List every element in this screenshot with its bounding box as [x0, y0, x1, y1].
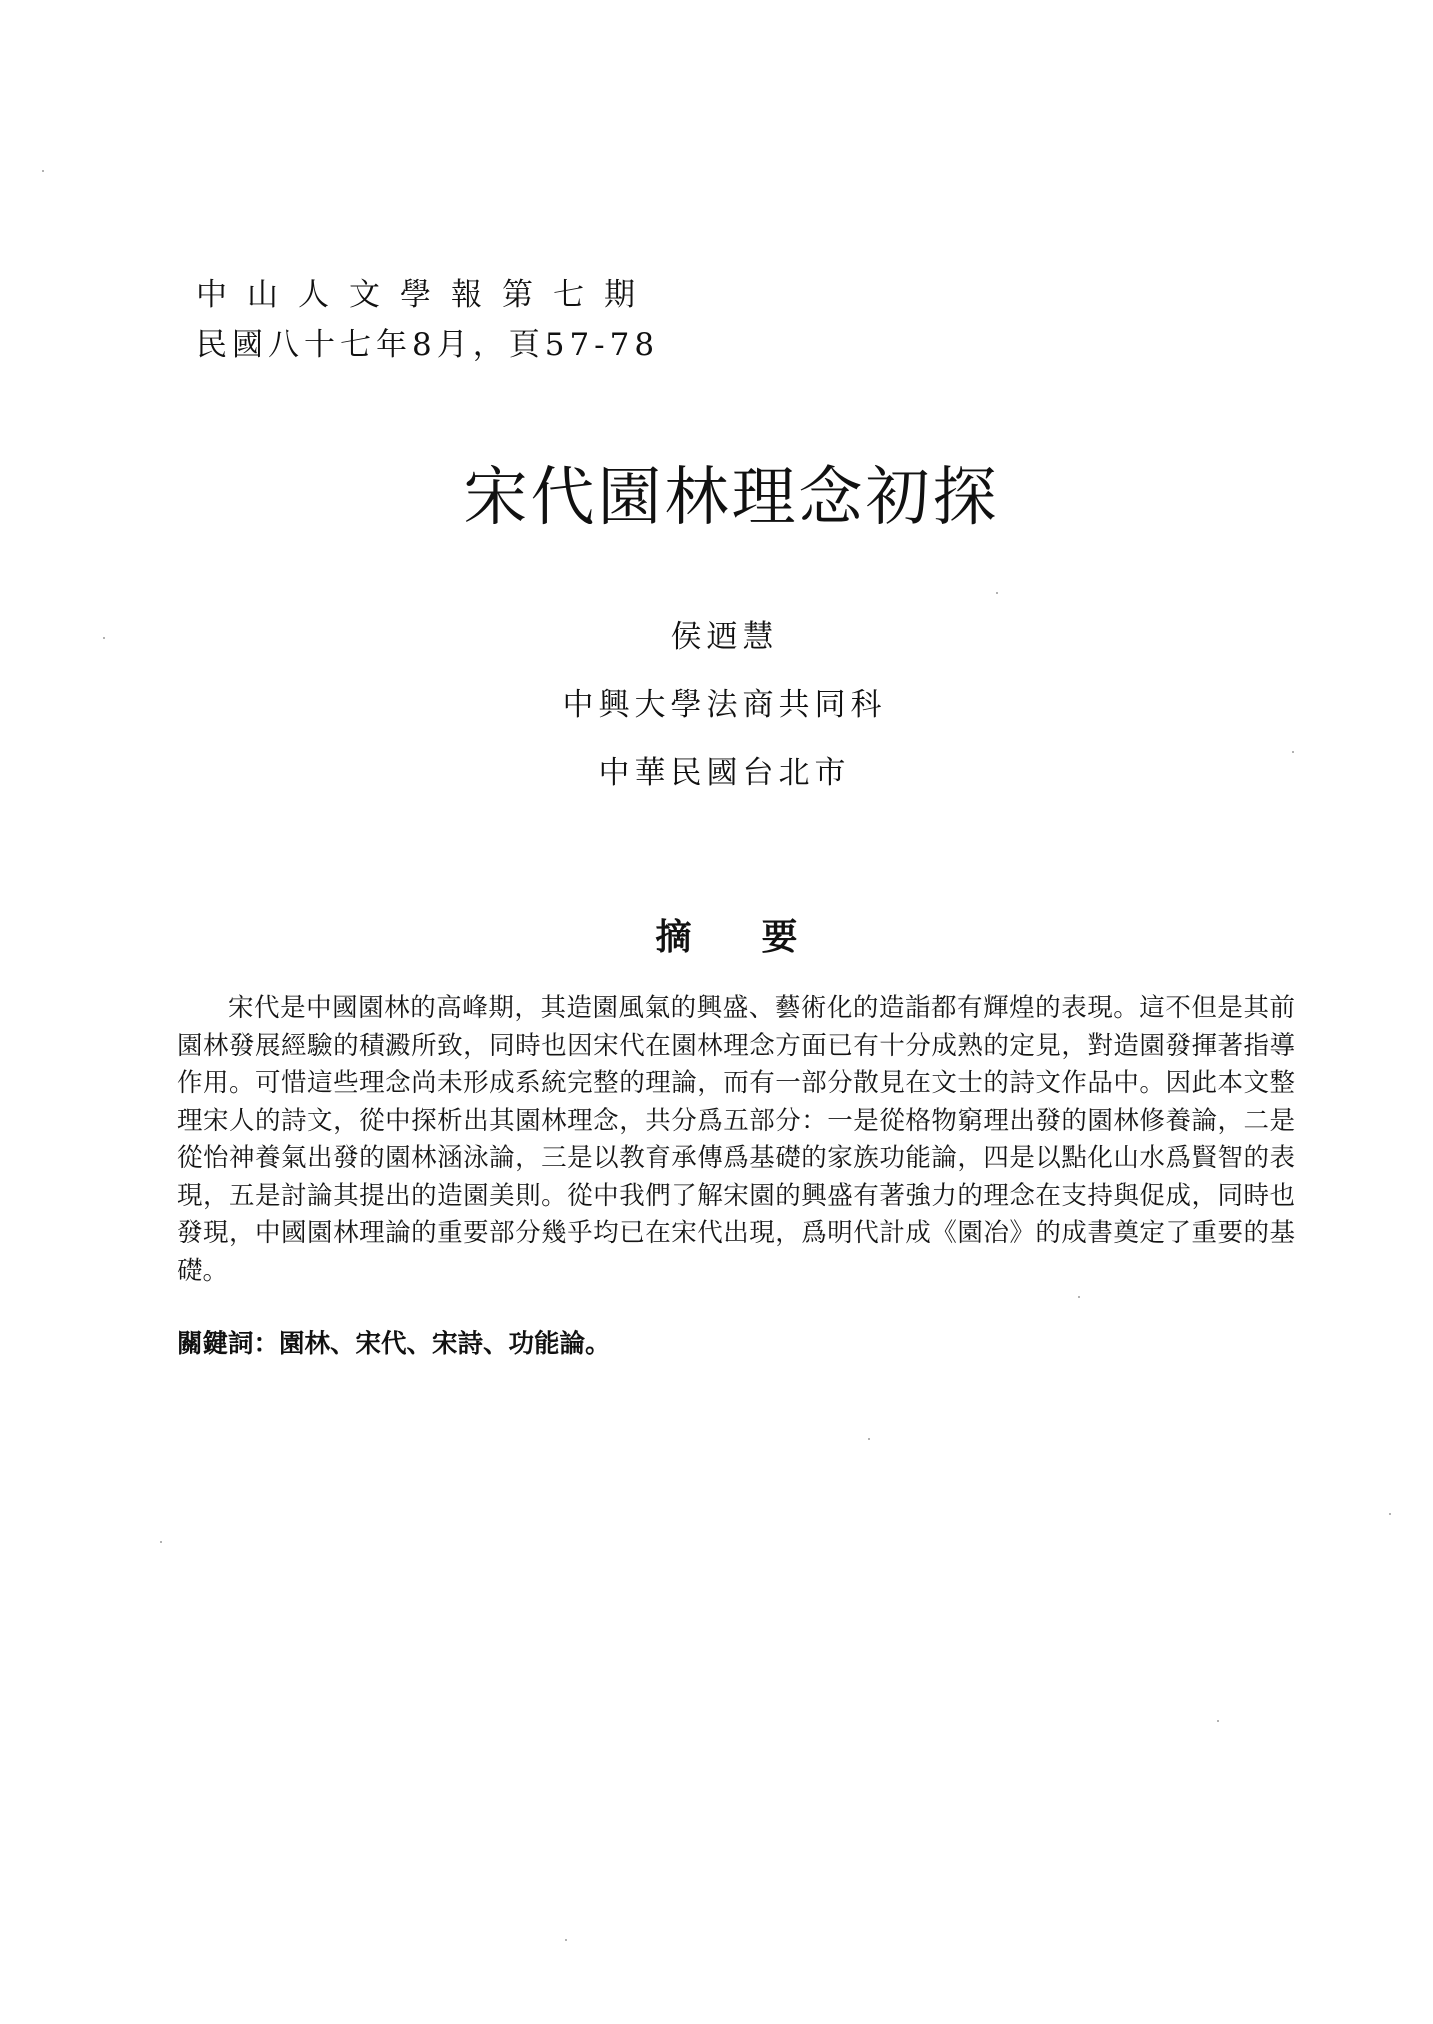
journal-header [196, 270, 716, 370]
scan-speck [1292, 751, 1294, 753]
journal-issue: 民國八十七年8月，頁57-78 [196, 327, 660, 363]
author-name: 侯迺慧 [670, 619, 779, 655]
scan-speck [103, 637, 105, 639]
abstract-heading: 摘要 [655, 917, 868, 958]
scan-speck [868, 1438, 870, 1440]
abstract-body: 宋代是中國園林的高峰期，其造園風氣的興盛、藝術化的造詣都有輝煌的表現。這不但是其前園林發展經驗的積澱所致，同時也因宋代在園林理念方面已有十分成熟的定見，對造園發揮著指導作用。可惜這些理念尚未形成系統完整的理論，而有一部分散見在文士的詩文作品中。因此本文整理宋人的詩文，從中探析出其園林理念，共分爲五部分：一是從格物窮理出發的園林修養論，二是從怡神養氣出發的園林涵泳論，三是以教育承傳爲基礎的家族功能論，四是以點化山水爲賢智的表現，五是討論其提出的造園美則。從中我們了解宋園的興盛有著強力的理念在支持與促成，同時也發現，中國園林理論的重要部分幾乎均已在宋代出現，爲明代計成《園冶》的成書奠定了重要的基礎。 [177, 993, 1295, 1286]
author-block [0, 603, 1433, 807]
author-location: 中華民國台北市 [598, 755, 851, 791]
scan-speck [565, 1939, 567, 1941]
scan-speck [1078, 1296, 1080, 1298]
scan-speck [996, 592, 998, 594]
scan-speck [1217, 1720, 1219, 1722]
scan-speck [42, 170, 44, 172]
scan-speck [1389, 1513, 1391, 1515]
paper-title: 宋代園林理念初探 [463, 461, 1000, 535]
journal-name: 中山人文學報第七期 [196, 277, 655, 313]
keywords: 關鍵詞：園林、宋代、宋詩、功能論。 [177, 1329, 611, 1359]
author-affiliation: 中興大學法商共同科 [562, 687, 887, 723]
scan-speck [160, 1541, 162, 1543]
